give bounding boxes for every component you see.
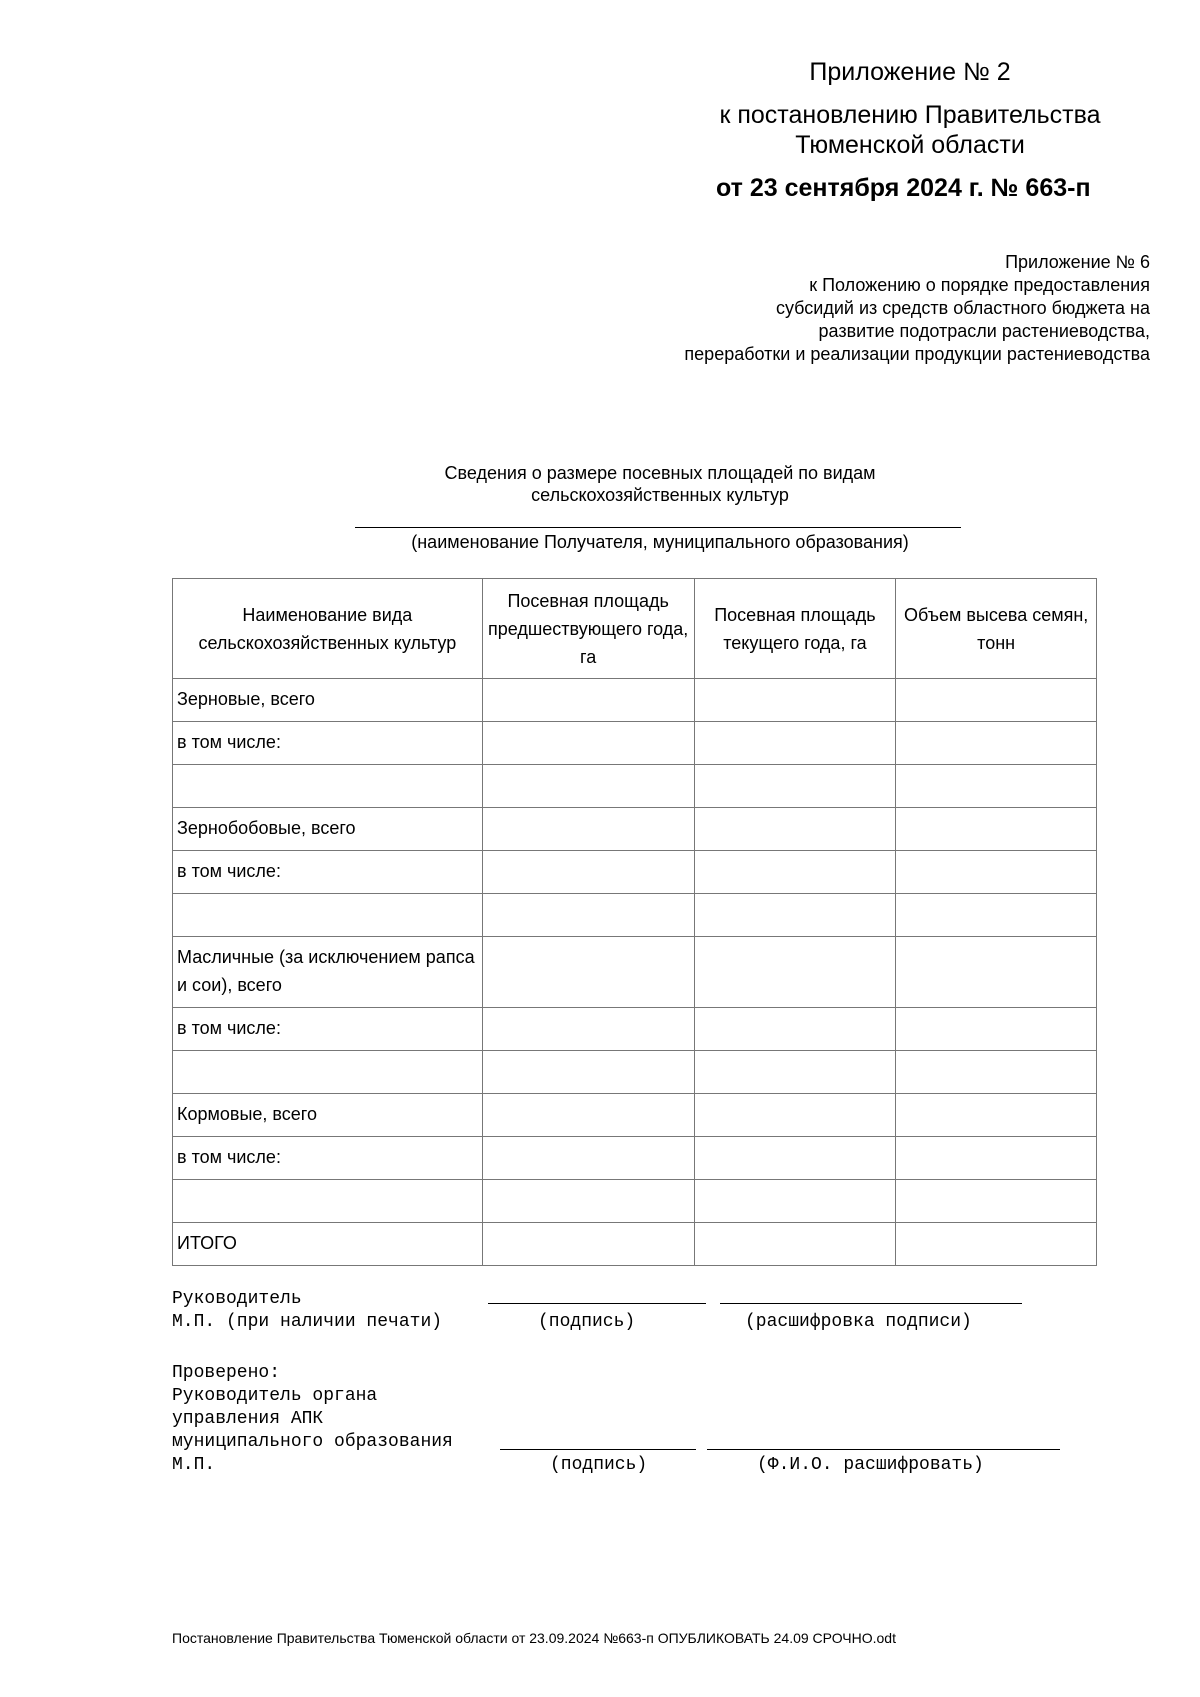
subheader-line: субсидий из средств областного бюджета на xyxy=(775,298,1150,318)
subheader-line: Приложение № 6 xyxy=(1005,252,1150,272)
column-header: Посевная площадь предшествующего года, га xyxy=(482,579,694,679)
table-cell[interactable] xyxy=(482,851,694,894)
table-cell[interactable] xyxy=(694,1008,896,1051)
table-cell[interactable] xyxy=(694,1137,896,1180)
row-label: в том числе: xyxy=(173,851,483,894)
table-cell[interactable] xyxy=(694,894,896,937)
table-cell[interactable] xyxy=(694,808,896,851)
table-cell[interactable] xyxy=(896,1008,1097,1051)
apk-line-2: управления АПК xyxy=(172,1409,324,1429)
decode-caption: (расшифровка подписи) xyxy=(745,1312,972,1332)
table-cell[interactable] xyxy=(896,851,1097,894)
table-row xyxy=(173,722,1097,765)
row-label[interactable] xyxy=(173,765,483,808)
table-cell[interactable] xyxy=(694,937,896,1008)
table-cell[interactable] xyxy=(482,1223,694,1266)
table-cell[interactable] xyxy=(482,937,694,1008)
table-cell[interactable] xyxy=(694,851,896,894)
table-cell[interactable] xyxy=(694,722,896,765)
column-header: Объем высева семян, тонн xyxy=(896,579,1097,679)
apk-line-3: муниципального образования xyxy=(172,1432,453,1452)
head-label: Руководитель xyxy=(172,1289,302,1309)
apk-line-1: Руководитель органа xyxy=(172,1386,378,1406)
table-row xyxy=(173,894,1097,937)
signature-caption-2: (подпись) xyxy=(550,1455,648,1475)
signature-line-2[interactable] xyxy=(500,1449,696,1450)
table-cell[interactable] xyxy=(482,722,694,765)
table-cell[interactable] xyxy=(482,765,694,808)
table-cell[interactable] xyxy=(896,1180,1097,1223)
table-row xyxy=(173,808,1097,851)
row-label: ИТОГО xyxy=(173,1223,483,1266)
table-row xyxy=(173,1094,1097,1137)
table-cell[interactable] xyxy=(896,722,1097,765)
table-row xyxy=(173,1180,1097,1223)
recipient-caption: (наименование Получателя, муниципального образования) xyxy=(411,532,909,552)
table-cell[interactable] xyxy=(482,1180,694,1223)
signature-caption: (подпись) xyxy=(538,1312,636,1332)
subheader-line: к Положению о порядке предоставления xyxy=(809,275,1150,295)
table-cell[interactable] xyxy=(694,1051,896,1094)
table-cell[interactable] xyxy=(482,679,694,722)
table-cell[interactable] xyxy=(896,894,1097,937)
table-row xyxy=(173,1008,1097,1051)
subheader-line: развитие подотрасли растениеводства, xyxy=(818,321,1150,341)
table-cell[interactable] xyxy=(482,1008,694,1051)
table-row xyxy=(173,1051,1097,1094)
table-cell[interactable] xyxy=(482,1094,694,1137)
fio-line[interactable] xyxy=(707,1449,1060,1450)
table-cell[interactable] xyxy=(694,765,896,808)
table-cell[interactable] xyxy=(482,808,694,851)
resolution-line-1: к постановлению Правительства xyxy=(719,101,1101,129)
row-label: Кормовые, всего xyxy=(173,1094,483,1137)
page-footer: Постановление Правительства Тюменской области от 23.09.2024 №663-п ОПУБЛИКОВАТЬ 24.09 СРОЧНО.odt xyxy=(172,1630,896,1646)
signature-line[interactable] xyxy=(488,1303,706,1304)
table-cell[interactable] xyxy=(694,679,896,722)
row-label[interactable] xyxy=(173,894,483,937)
table-row-total xyxy=(173,1223,1097,1266)
table-row xyxy=(173,1137,1097,1180)
checked-label: Проверено: xyxy=(172,1363,281,1383)
row-label[interactable] xyxy=(173,1051,483,1094)
form-title-line-1: Сведения о размере посевных площадей по видам xyxy=(444,463,876,483)
appendix-title: Приложение № 2 xyxy=(809,58,1011,86)
table-cell[interactable] xyxy=(482,1051,694,1094)
row-label: Масличные (за исключением рапса и сои), всего xyxy=(173,937,483,1008)
table-header-row xyxy=(173,579,1097,679)
table-cell[interactable] xyxy=(896,937,1097,1008)
crop-area-table xyxy=(172,578,1097,1266)
table-row xyxy=(173,851,1097,894)
table-cell[interactable] xyxy=(896,1137,1097,1180)
row-label: Зернобобовые, всего xyxy=(173,808,483,851)
decode-line[interactable] xyxy=(720,1303,1022,1304)
table-cell[interactable] xyxy=(896,679,1097,722)
fio-caption: (Ф.И.О. расшифровать) xyxy=(757,1455,984,1475)
table-row xyxy=(173,937,1097,1008)
table-cell[interactable] xyxy=(896,765,1097,808)
table-cell[interactable] xyxy=(694,1223,896,1266)
table-row xyxy=(173,679,1097,722)
row-label: в том числе: xyxy=(173,1137,483,1180)
subheader-line: переработки и реализации продукции растениеводства xyxy=(684,344,1150,364)
row-label: в том числе: xyxy=(173,1008,483,1051)
subheader-block xyxy=(560,251,1150,366)
column-header: Наименование вида сельскохозяйственных культур xyxy=(173,579,483,679)
table-cell[interactable] xyxy=(482,1137,694,1180)
table-cell[interactable] xyxy=(694,1180,896,1223)
form-title-line-2: сельскохозяйственных культур xyxy=(531,485,789,505)
table-cell[interactable] xyxy=(896,1223,1097,1266)
table-cell[interactable] xyxy=(694,1094,896,1137)
form-title xyxy=(320,462,1000,506)
row-label[interactable] xyxy=(173,1180,483,1223)
recipient-name-line xyxy=(355,527,961,528)
table-cell[interactable] xyxy=(482,894,694,937)
row-label: Зерновые, всего xyxy=(173,679,483,722)
column-header: Посевная площадь текущего года, га xyxy=(694,579,896,679)
table-cell[interactable] xyxy=(896,1094,1097,1137)
table-cell[interactable] xyxy=(896,808,1097,851)
resolution-line-2: Тюменской области xyxy=(795,131,1025,159)
row-label: в том числе: xyxy=(173,722,483,765)
table-row xyxy=(173,765,1097,808)
resolution-date-number: от 23 сентября 2024 г. № 663-п xyxy=(716,174,1091,202)
mp-label: М.П. xyxy=(172,1455,216,1475)
table-cell[interactable] xyxy=(896,1051,1097,1094)
seal-label: М.П. (при наличии печати) xyxy=(172,1312,443,1332)
